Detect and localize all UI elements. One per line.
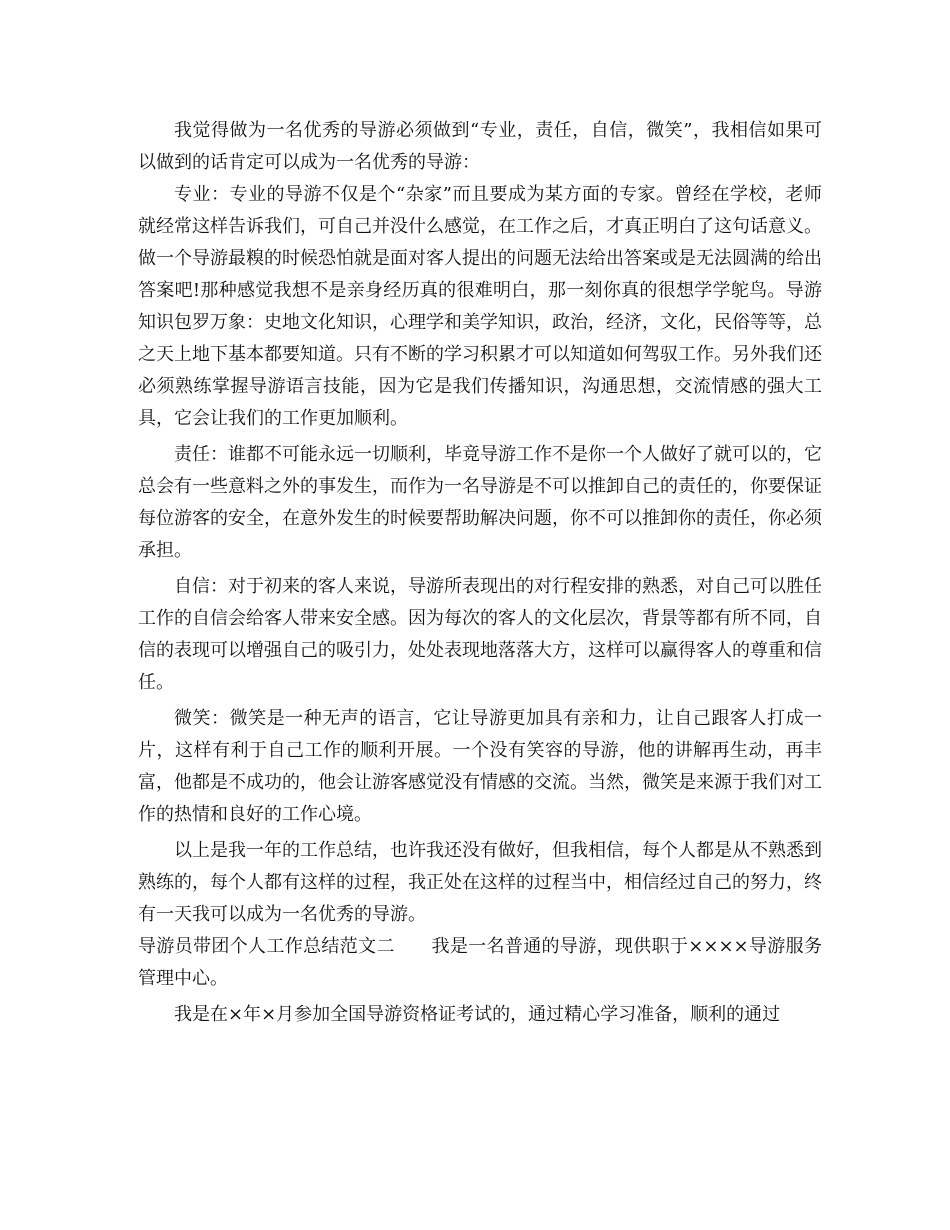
paragraph-sample-two-heading: 导游员带团个人工作总结范文二 我是一名普通的导游，现供职于××××导游服务管理中心。 [138, 936, 822, 989]
paragraph-summary: 以上是我一年的工作总结，也许我还没有做好，但我相信，每个人都是从不熟悉到熟练的，每个人都有这样的过程，我正处在这样的过程当中，相信经过自己的努力，终有一天我可以成为一名优秀的导游。 [138, 840, 822, 925]
document-body [138, 115, 822, 1031]
paragraph-exam: 我是在×年×月参加全国导游资格证考试的，通过精心学习准备，顺利的通过 [174, 1004, 781, 1025]
paragraph-confidence: 自信：对于初来的客人来说，导游所表现出的对行程安排的熟悉，对自己可以胜任工作的自信会给客人带来安全感。因为每次的客人的文化层次，背景等都有所不同，自信的表现可以增强自己的吸引力，处处表现地落落大方，这样可以赢得客人的尊重和信任。 [138, 576, 822, 693]
paragraph-responsibility: 责任：谁都不可能永远一切顺利，毕竟导游工作不是你一个人做好了就可以的，它总会有一些意料之外的事发生，而作为一名导游是不可以推卸自己的责任的，你要保证每位游客的安全，在意外发生的时候要帮助解决问题，你不可以推卸你的责任，你必须承担。 [138, 444, 822, 561]
paragraph-smile: 微笑：微笑是一种无声的语言，它让导游更加具有亲和力，让自己跟客人打成一片，这样有利于自己工作的顺利开展。一个没有笑容的导游，他的讲解再生动，再丰富，他都是不成功的，他会让游客感觉没有情感的交流。当然，微笑是来源于我们对工作的热情和良好的工作心境。 [138, 708, 822, 825]
paragraph-intro: 我觉得做为一名优秀的导游必须做到“专业，责任，自信，微笑”，我相信如果可以做到的话肯定可以成为一名优秀的导游： [138, 120, 822, 173]
paragraph-professional: 专业：专业的导游不仅是个“杂家”而且要成为某方面的专家。曾经在学校，老师就经常这样告诉我们，可自己并没什么感觉，在工作之后，才真正明白了这句话意义。做一个导游最糗的时候恐怕就是面对客人提出的问题无法给出答案或是无法圆满的给出答案吧!那种感觉我想不是亲身经历真的很难明白，那一刻你真的很想学学鸵鸟。导游知识包罗万象：史地文化知识，心理学和美学知识，政治，经济，文化，民俗等等，总之天上地下基本都要知道。只有不断的学习积累才可以知道如何驾驭工作。另外我们还必须熟练掌握导游语言技能，因为它是我们传播知识，沟通思想，交流情感的强大工具，它会让我们的工作更加顺利。 [138, 184, 822, 429]
